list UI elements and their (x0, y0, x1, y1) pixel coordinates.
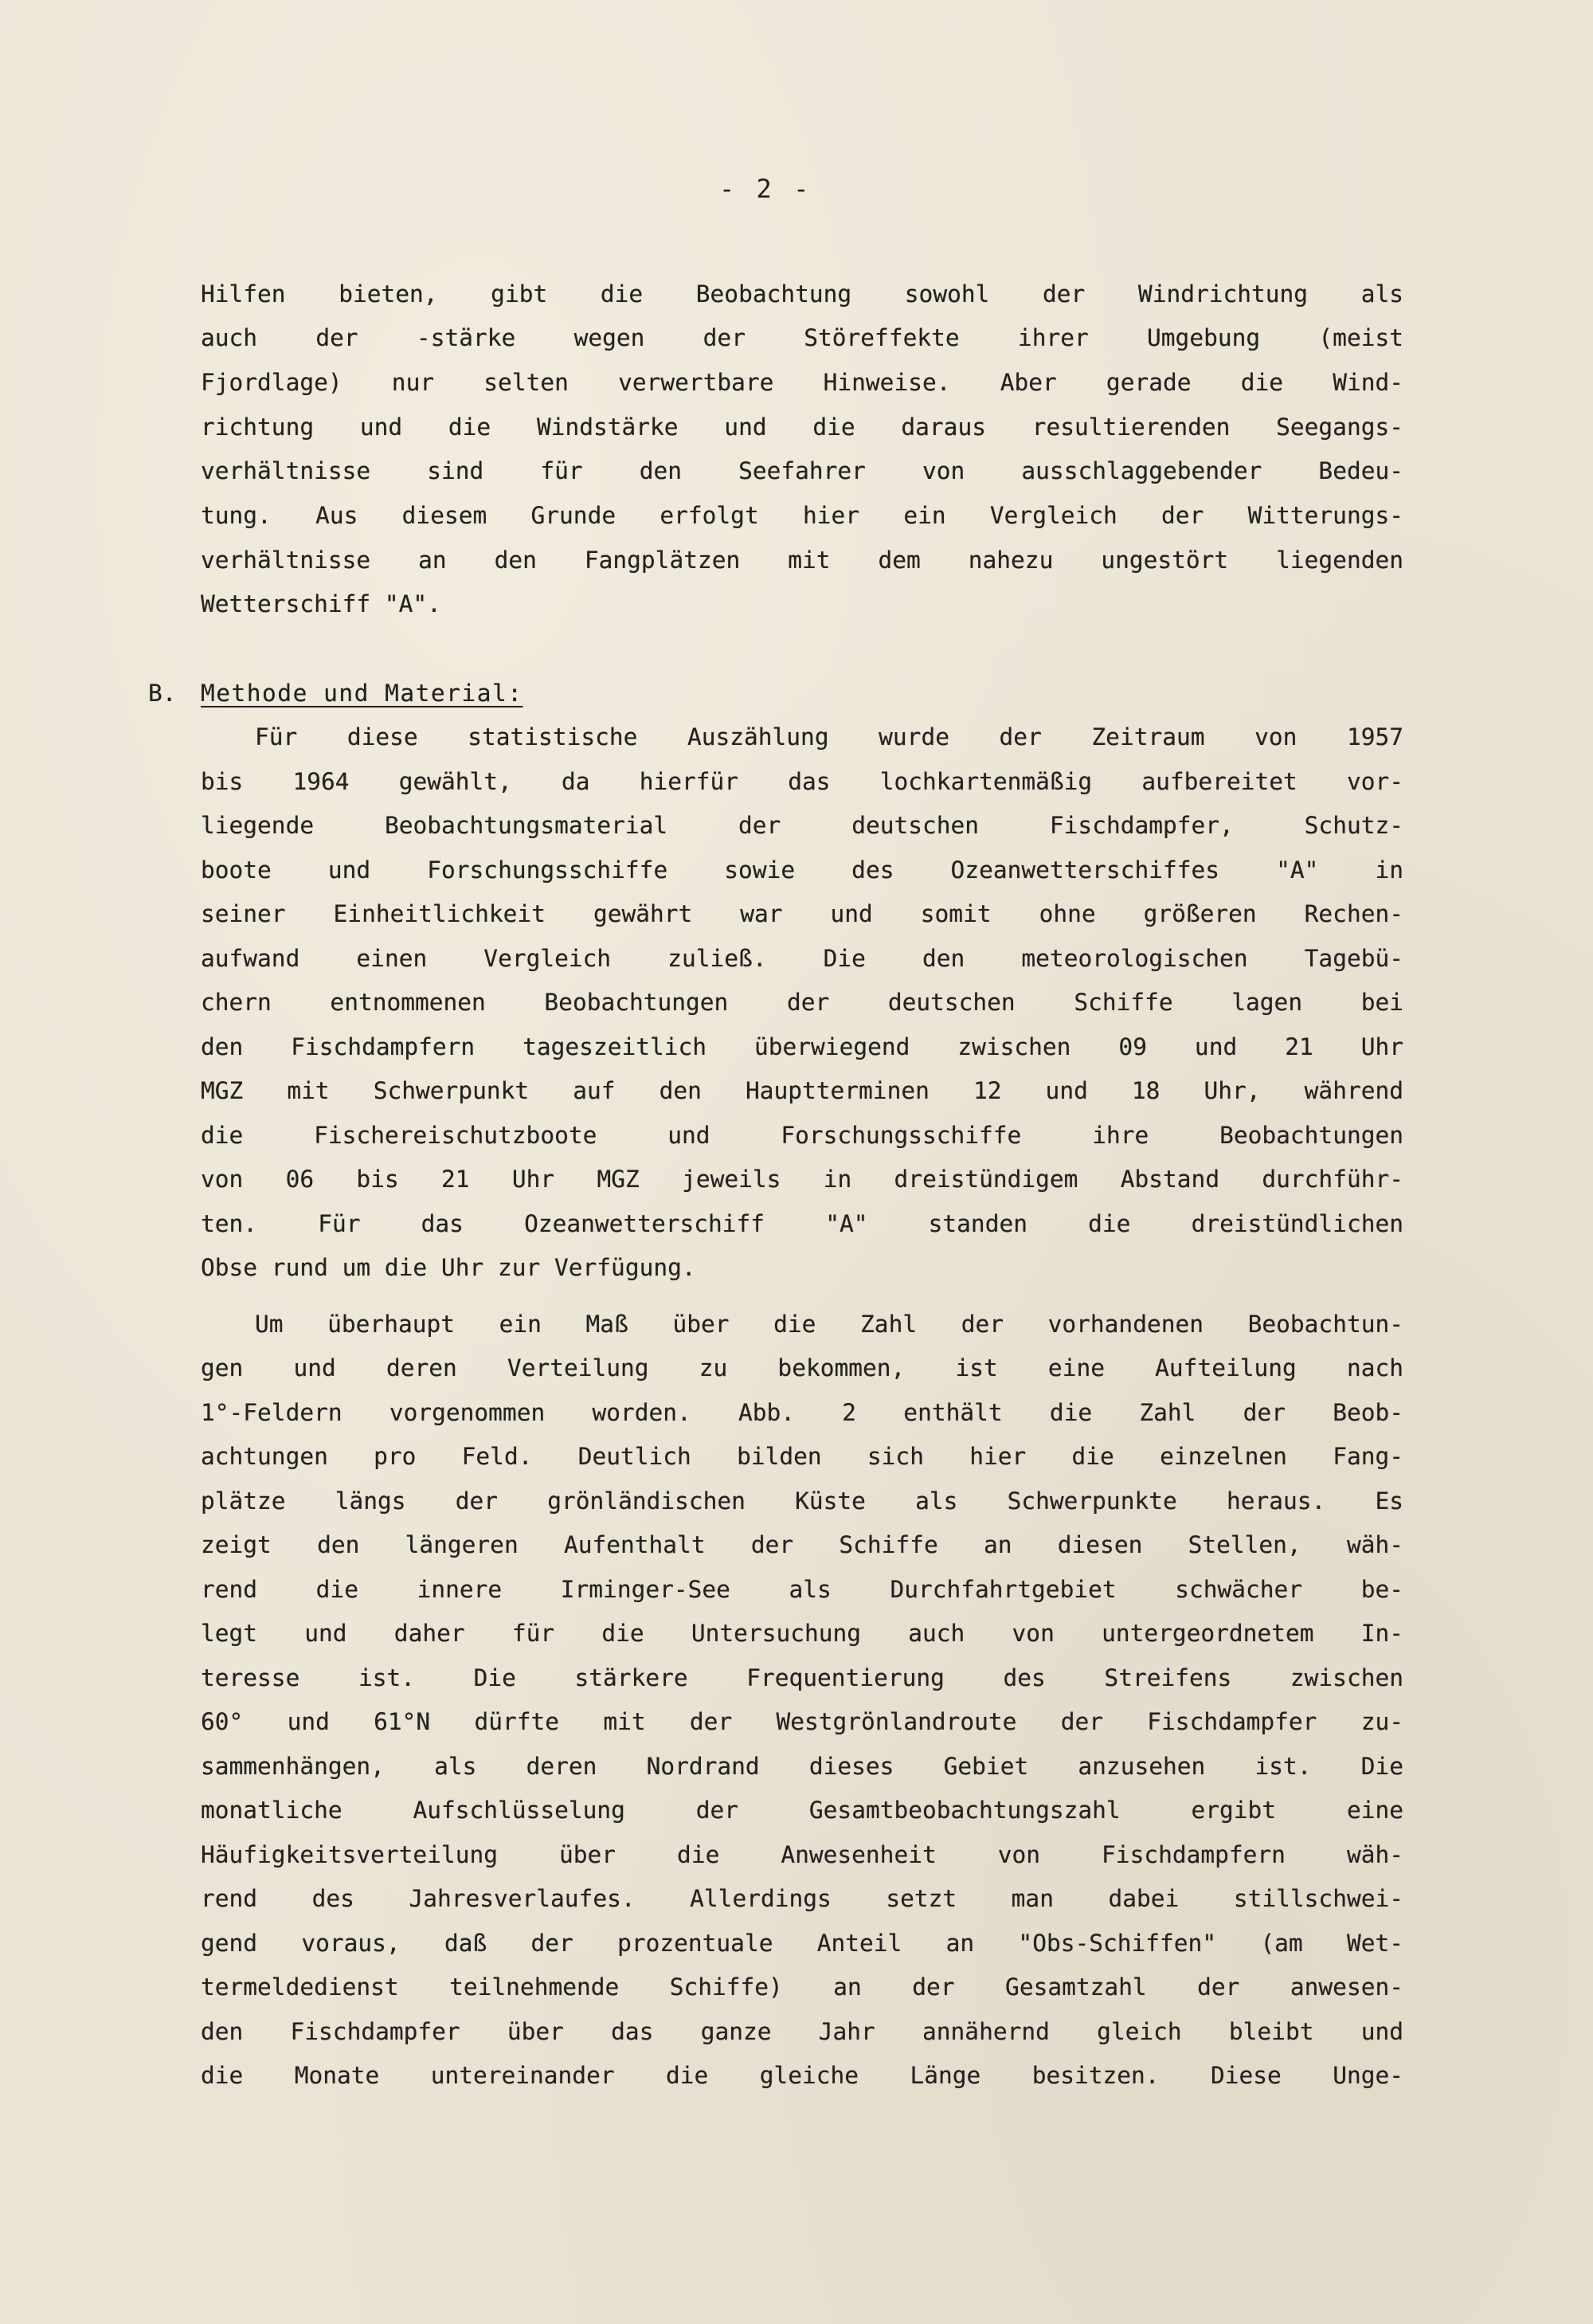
text-line: verhältnisse an den Fangplätzen mit dem nahezu ungestört liegenden (201, 547, 1403, 574)
text-line: den Fischdampfer über das ganze Jahr annähernd gleich bleibt und (201, 2018, 1403, 2045)
text-line: plätze längs der grönländischen Küste als Schwerpunkte heraus. Es (201, 1487, 1403, 1515)
text-line: ten. Für das Ozeanwetterschiff "A" standen die dreistündlichen (201, 1210, 1403, 1237)
text-line: von 06 bis 21 Uhr MGZ jeweils in dreistündigem Abstand durchführ- (201, 1166, 1403, 1193)
page-number: - 2 - (719, 174, 812, 204)
text-line: chern entnommenen Beobachtungen der deutschen Schiffe lagen bei (201, 989, 1403, 1016)
text-line: Fjordlage) nur selten verwertbare Hinweise. Aber gerade die Wind- (201, 369, 1403, 396)
text-line: liegende Beobachtungsmaterial der deutschen Fischdampfer, Schutz- (201, 812, 1403, 839)
text-line: teresse ist. Die stärkere Frequentierung des Streifens zwischen (201, 1664, 1403, 1691)
text-line: rend die innere Irminger-See als Durchfahrtgebiet schwächer be- (201, 1576, 1403, 1603)
text-line: MGZ mit Schwerpunkt auf den Hauptterminen 12 und 18 Uhr, während (201, 1077, 1403, 1104)
text-line: boote und Forschungsschiffe sowie des Ozeanwetterschiffes "A" in (201, 856, 1403, 884)
text-line: die Fischereischutzboote und Forschungsschiffe ihre Beobachtungen (201, 1122, 1403, 1149)
text-line: rend des Jahresverlaufes. Allerdings setzt man dabei stillschwei- (201, 1885, 1403, 1912)
text-line: die Monate untereinander die gleiche Länge besitzen. Diese Unge- (201, 2062, 1403, 2089)
text-line: Für diese statistische Auszählung wurde der Zeitraum von 1957 (255, 723, 1403, 750)
text-line: aufwand einen Vergleich zuließ. Die den meteorologischen Tagebü- (201, 945, 1403, 972)
text-line: 1°-Feldern vorgenommen worden. Abb. 2 enthält die Zahl der Beob- (201, 1399, 1403, 1426)
text-line: bis 1964 gewählt, da hierfür das lochkartenmäßig aufbereitet vor- (201, 768, 1403, 795)
text-line: richtung und die Windstärke und die daraus resultierenden Seegangs- (201, 413, 1403, 441)
text-line: sammenhängen, als deren Nordrand dieses Gebiet anzusehen ist. Die (201, 1753, 1403, 1780)
text-line: auch der -stärke wegen der Störeffekte ihrer Umgebung (meist (201, 324, 1403, 351)
section-label: B. (148, 680, 177, 707)
text-line: Um überhaupt ein Maß über die Zahl der vorhandenen Beobachtun- (255, 1311, 1403, 1338)
text-line: zeigt den längeren Aufenthalt der Schiffe an diesen Stellen, wäh- (201, 1531, 1403, 1558)
text-line: tung. Aus diesem Grunde erfolgt hier ein Vergleich der Witterungs- (201, 502, 1403, 529)
section-heading: Methode und Material: (201, 680, 523, 707)
text-line: gen und deren Verteilung zu bekommen, ist eine Aufteilung nach (201, 1354, 1403, 1381)
text-line: Häufigkeitsverteilung über die Anwesenheit von Fischdampfern wäh- (201, 1841, 1403, 1868)
text-line: den Fischdampfern tageszeitlich überwiegend zwischen 09 und 21 Uhr (201, 1033, 1403, 1060)
text-line: Obse rund um die Uhr zur Verfügung. (201, 1254, 696, 1281)
text-line: Wetterschiff "A". (201, 590, 441, 617)
text-line: 60° und 61°N dürfte mit der Westgrönlandroute der Fischdampfer zu- (201, 1708, 1403, 1735)
text-line: monatliche Aufschlüsselung der Gesamtbeobachtungszahl ergibt eine (201, 1797, 1403, 1824)
text-line: gend voraus, daß der prozentuale Anteil an "Obs-Schiffen" (am Wet- (201, 1930, 1403, 1957)
text-line: termeldedienst teilnehmende Schiffe) an der Gesamtzahl der anwesen- (201, 1973, 1403, 2001)
text-line: Hilfen bieten, gibt die Beobachtung sowohl der Windrichtung als (201, 280, 1403, 308)
text-line: legt und daher für die Untersuchung auch von untergeordnetem In- (201, 1620, 1403, 1647)
text-line: seiner Einheitlichkeit gewährt war und somit ohne größeren Rechen- (201, 900, 1403, 927)
text-line: verhältnisse sind für den Seefahrer von ausschlaggebender Bedeu- (201, 457, 1403, 484)
text-line: achtungen pro Feld. Deutlich bilden sich hier die einzelnen Fang- (201, 1443, 1403, 1470)
